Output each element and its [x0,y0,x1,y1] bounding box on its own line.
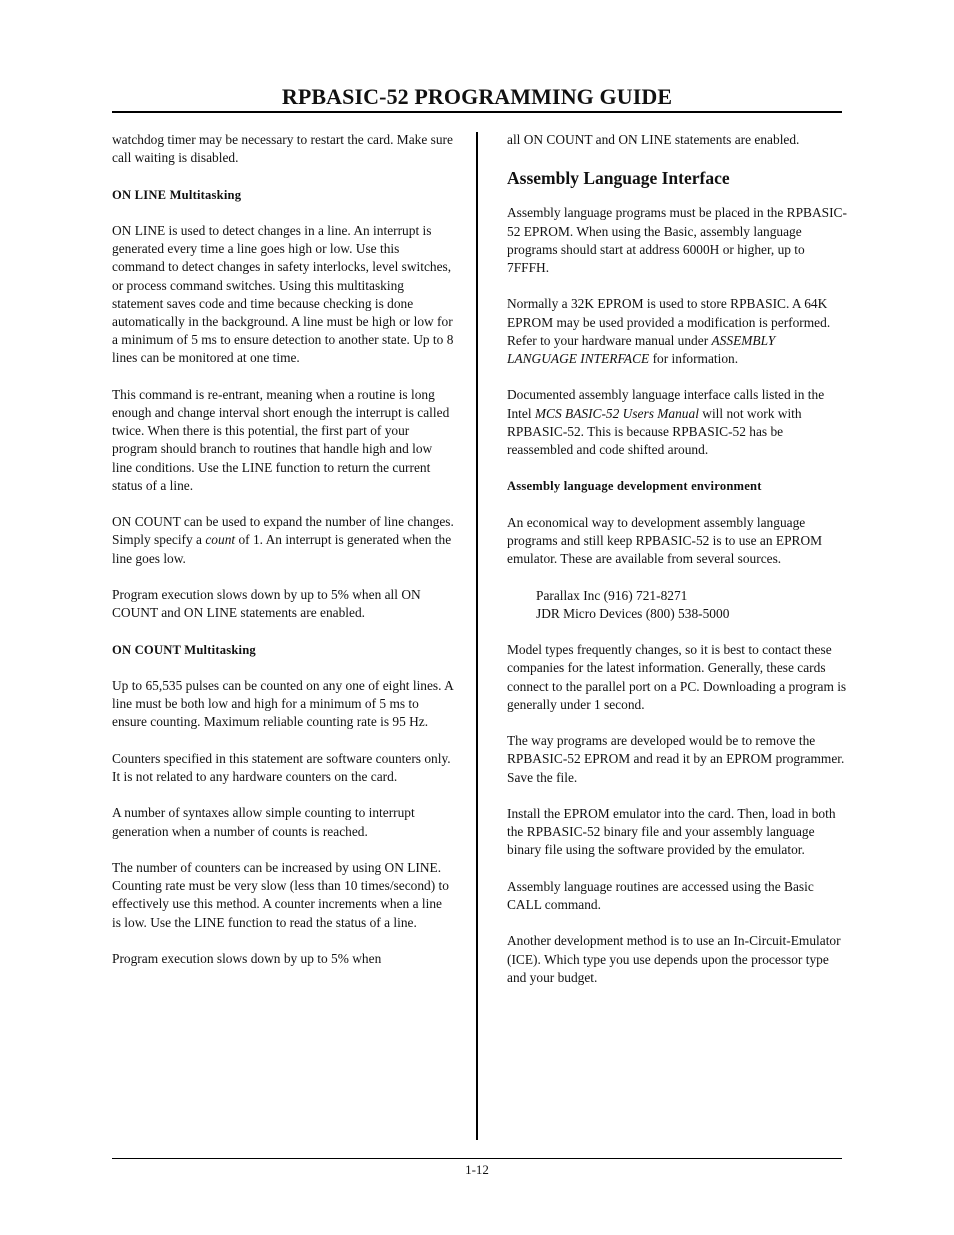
section-heading-on-line: ON LINE Multitasking [112,187,242,202]
right-column [507,131,847,1005]
page-number: 1-12 [465,1162,489,1177]
text: ON COUNT can be used to expand the number of line changes. Simply specify a [112,514,454,548]
section-heading-assembly-interface: Assembly Language Interface [507,168,730,189]
paragraph: The number of counters can be increased by using ON LINE. Counting rate must be very slow (less than 10 times/second) to effectively use this method. A counter increments when a line is low. Use the LINE function to read the status of a line. [112,859,449,930]
paragraph: ON LINE is used to detect changes in a line. An interrupt is generated every time a line goes high or low. Use this command to detect changes in safety interlocks, level switches, or process command switches. Using this multitasking statement saves code and time because checking is done automatically in the background. A line must be high or low for a minimum of 5 ms to ensure detection to another state. Up to 8 lines can be monitored at one time. [112,222,454,366]
paragraph: A number of syntaxes allow simple counting to interrupt generation when a number of counts is reached. [112,805,415,839]
section-heading-dev-environment: Assembly language development environment [507,479,762,494]
left-column [112,131,454,986]
emphasis-text: ASSEMBLY LANGUAGE INTERFACE [507,332,776,366]
header-rule [112,111,842,113]
paragraph: Install the EPROM emulator into the card. Then, load in both the RPBASIC-52 binary file and your assembly language binary file using the software provided by the emulator. [507,805,836,858]
paragraph: watchdog timer may be necessary to restart the card. Make sure call waiting is disabled. [112,132,453,166]
contact-line: Parallax Inc (916) 721-8271 [536,587,688,603]
paragraph [507,386,847,459]
paragraph [507,295,847,368]
paragraph: The way programs are developed would be to remove the RPBASIC-52 EPROM and read it by an EPROM programmer. Save the file. [507,733,845,785]
paragraph: Program execution slows down by up to 5% when [112,950,382,966]
text: will not work with RPBASIC-52. This is because RPBASIC-52 has be reassembled and code shifted around. [507,405,802,457]
emphasis-text: MCS BASIC-52 Users Manual [534,405,699,421]
paragraph: This command is re-entrant, meaning when a routine is long enough and change interval short enough the interrupt is called twice. When there is this potential, the first part of your program should branch to routines that handle high and low line conditions. Use the LINE function to return the current status of a line. [112,386,450,493]
text: Documented assembly language interface calls listed in the Intel [507,387,825,421]
contact-line: JDR Micro Devices (800) 538-5000 [536,605,730,621]
paragraph: Another development method is to use an In-Circuit-Emulator (ICE). Which type you use depends upon the processor type and your budget. [507,933,841,985]
text: for information. [649,351,739,366]
paragraph: Assembly language programs must be placed in the RPBASIC-52 EPROM. When using the Basic, assembly language programs should start at address 6000H or higher, up to 7FFFH. [507,205,847,275]
text: Normally a 32K EPROM is used to store RPBASIC. A 64K EPROM may be used provided a modification is performed. Refer to your hardware manual under [507,296,831,348]
paragraph: Model types frequently changes, so it is best to contact these companies for the latest information. Generally, these cards connect to the parallel port on a PC. Downloading a program is generally under 1 second. [507,642,847,712]
paragraph: Up to 65,535 pulses can be counted on any one of eight lines. A line must be both low and high for a minimum of 5 ms to ensure counting. Maximum reliable counting rate is 95 Hz. [112,677,454,730]
text: of 1. An interrupt is generated when the line goes low. [112,532,452,566]
paragraph: Assembly language routines are accessed using the Basic CALL command. [507,878,814,912]
footer-rule [112,1158,842,1159]
paragraph: all ON COUNT and ON LINE statements are enabled. [507,132,800,147]
paragraph: Counters specified in this statement are software counters only. It is not related to any hardware counters on the card. [112,750,451,784]
contact-list [507,587,847,623]
paragraph: Program execution slows down by up to 5% when all ON COUNT and ON LINE statements are enabled. [112,587,421,621]
column-divider [476,132,478,1140]
paragraph [112,513,454,568]
paragraph: An economical way to development assembly language programs and still keep RPBASIC-52 is to use an EPROM emulator. These are available from several sources. [507,514,823,567]
emphasis-text: count [205,532,236,548]
section-heading-on-count: ON COUNT Multitasking [112,642,256,657]
page-title: RPBASIC-52 PROGRAMMING GUIDE [281,84,673,109]
